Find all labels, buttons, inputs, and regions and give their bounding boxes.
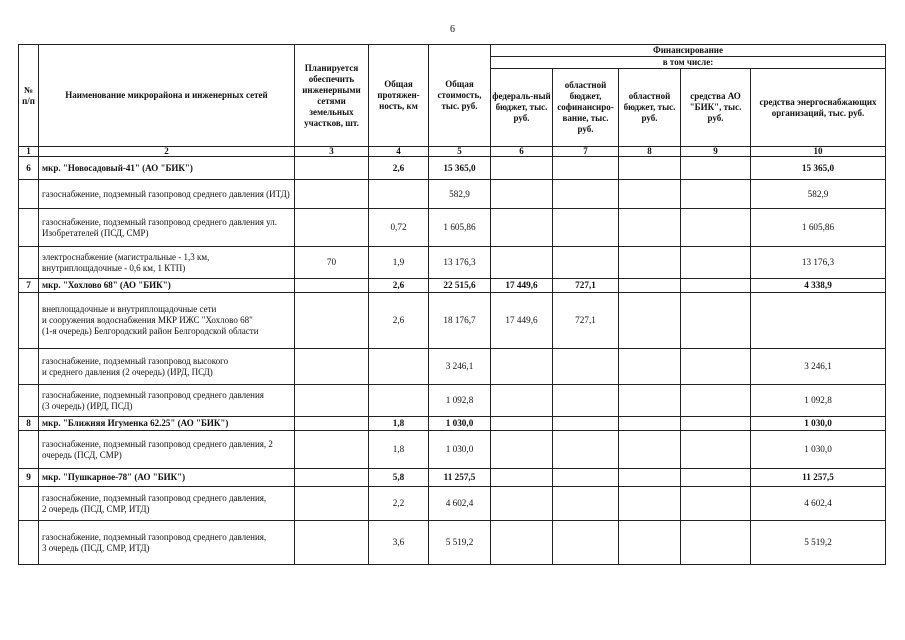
row-federal [491, 157, 553, 180]
row-number [19, 180, 39, 209]
header-financing: Финансирование [491, 45, 886, 57]
row-planned [295, 157, 369, 180]
row-federal [491, 417, 553, 431]
row-cost: 13 176,3 [429, 247, 491, 279]
row-name: мкр. "Пушкарное-78" (АО "БИК") [39, 469, 295, 487]
header-energy: средства энергоснабжающих организаций, тыс. руб. [751, 69, 886, 147]
row-bik [681, 431, 751, 469]
row-federal [491, 209, 553, 247]
district-row [19, 157, 886, 180]
row-length [369, 180, 429, 209]
row-federal [491, 521, 553, 565]
row-number [19, 487, 39, 521]
row-number [19, 521, 39, 565]
header-num: № п/п [19, 45, 39, 147]
row-federal [491, 180, 553, 209]
row-number [19, 385, 39, 417]
district-row [19, 417, 886, 431]
row-regional-cofin [553, 209, 619, 247]
row-federal [491, 487, 553, 521]
row-energy: 4 602,4 [751, 487, 886, 521]
row-name: газоснабжение, подземный газопровод среднего давления (3 очередь) (ИРД, ПСД) [39, 385, 295, 417]
district-row [19, 279, 886, 293]
row-number: 9 [19, 469, 39, 487]
row-federal: 17 449,6 [491, 293, 553, 349]
row-regional [619, 385, 681, 417]
network-row [19, 209, 886, 247]
row-cost: 18 176,7 [429, 293, 491, 349]
row-bik [681, 521, 751, 565]
network-row [19, 487, 886, 521]
header-name: Наименование микрорайона и инженерных сетей [39, 45, 295, 147]
row-energy: 5 519,2 [751, 521, 886, 565]
row-energy: 3 246,1 [751, 349, 886, 385]
header-planned: Планируется обеспечить инженерными сетями земельных участков, шт. [295, 45, 369, 147]
row-regional-cofin [553, 521, 619, 565]
header-including: в том числе: [491, 57, 886, 69]
row-regional-cofin [553, 349, 619, 385]
row-planned [295, 431, 369, 469]
row-bik [681, 157, 751, 180]
row-cost: 11 257,5 [429, 469, 491, 487]
row-number [19, 349, 39, 385]
row-regional-cofin: 727,1 [553, 279, 619, 293]
row-name: мкр. "Ближняя Игуменка 62.25" (АО "БИК") [39, 417, 295, 431]
row-bik [681, 209, 751, 247]
row-name: газоснабжение, подземный газопровод высокого и среднего давления (2 очередь) (ИРД, ПСД) [39, 349, 295, 385]
row-number: 8 [19, 417, 39, 431]
row-regional-cofin [553, 385, 619, 417]
row-planned [295, 469, 369, 487]
row-bik [681, 180, 751, 209]
row-cost: 4 602,4 [429, 487, 491, 521]
col-number: 2 [39, 147, 295, 157]
row-cost: 1 030,0 [429, 431, 491, 469]
row-cost: 3 246,1 [429, 349, 491, 385]
row-planned [295, 385, 369, 417]
row-federal: 17 449,6 [491, 279, 553, 293]
row-planned [295, 417, 369, 431]
row-cost: 1 092,8 [429, 385, 491, 417]
row-name: мкр. "Новосадовый-41" (АО "БИК") [39, 157, 295, 180]
row-bik [681, 417, 751, 431]
row-bik [681, 293, 751, 349]
row-regional [619, 521, 681, 565]
row-regional [619, 279, 681, 293]
row-energy: 4 338,9 [751, 279, 886, 293]
row-bik [681, 469, 751, 487]
district-row [19, 469, 886, 487]
row-regional [619, 209, 681, 247]
row-bik [681, 349, 751, 385]
network-row [19, 431, 886, 469]
row-regional-cofin: 727,1 [553, 293, 619, 349]
row-regional [619, 431, 681, 469]
row-planned [295, 293, 369, 349]
network-row [19, 385, 886, 417]
col-number: 4 [369, 147, 429, 157]
row-energy: 1 092,8 [751, 385, 886, 417]
row-name: внеплощадочные и внутриплощадочные сети и сооружения водоснабжения МКР ИЖС "Хохлово 68" (1-я очередь) Белгородский район Белгородской области [39, 293, 295, 349]
row-number: 6 [19, 157, 39, 180]
row-name: газоснабжение, подземный газопровод среднего давления ул. Изобретателей (ПСД, СМР) [39, 209, 295, 247]
row-cost: 15 365,0 [429, 157, 491, 180]
row-regional [619, 180, 681, 209]
col-number: 3 [295, 147, 369, 157]
row-length: 2,6 [369, 293, 429, 349]
header-length: Общая протяжен-ность, км [369, 45, 429, 147]
row-length: 3,6 [369, 521, 429, 565]
row-planned [295, 279, 369, 293]
row-regional-cofin [553, 417, 619, 431]
row-federal [491, 469, 553, 487]
row-planned [295, 349, 369, 385]
network-row [19, 293, 886, 349]
row-number [19, 293, 39, 349]
row-cost: 582,9 [429, 180, 491, 209]
row-regional [619, 293, 681, 349]
row-energy: 582,9 [751, 180, 886, 209]
row-length: 2,6 [369, 279, 429, 293]
row-regional-cofin [553, 487, 619, 521]
row-planned [295, 521, 369, 565]
row-planned: 70 [295, 247, 369, 279]
network-row [19, 247, 886, 279]
row-regional [619, 487, 681, 521]
row-cost: 1 605,86 [429, 209, 491, 247]
row-energy [751, 293, 886, 349]
row-length [369, 385, 429, 417]
row-cost: 22 515,6 [429, 279, 491, 293]
row-name: электроснабжение (магистральные - 1,3 км, внутриплощадочные - 0,6 км, 1 КТП) [39, 247, 295, 279]
header-federal: федераль-ный бюджет, тыс. руб. [491, 69, 553, 147]
row-regional [619, 417, 681, 431]
row-length: 5,8 [369, 469, 429, 487]
header-regional-cofin: областной бюджет, софинансиро-вание, тыс. руб. [553, 69, 619, 147]
row-federal [491, 385, 553, 417]
row-regional-cofin [553, 469, 619, 487]
row-energy: 1 605,86 [751, 209, 886, 247]
row-regional-cofin [553, 180, 619, 209]
row-cost: 1 030,0 [429, 417, 491, 431]
row-bik [681, 385, 751, 417]
row-energy: 15 365,0 [751, 157, 886, 180]
row-planned [295, 487, 369, 521]
col-number: 6 [491, 147, 553, 157]
row-number [19, 209, 39, 247]
network-row [19, 521, 886, 565]
col-number: 9 [681, 147, 751, 157]
col-number: 5 [429, 147, 491, 157]
page-number: 6 [450, 24, 455, 35]
header-regional: областной бюджет, тыс. руб. [619, 69, 681, 147]
row-planned [295, 209, 369, 247]
row-cost: 5 519,2 [429, 521, 491, 565]
row-name: газоснабжение, подземный газопровод среднего давления (ИТД) [39, 180, 295, 209]
row-regional [619, 349, 681, 385]
network-row [19, 349, 886, 385]
row-regional-cofin [553, 247, 619, 279]
row-length: 2,6 [369, 157, 429, 180]
row-regional-cofin [553, 431, 619, 469]
row-regional [619, 469, 681, 487]
column-number-row [19, 147, 886, 157]
row-name: газоснабжение, подземный газопровод среднего давления, 2 очередь (ПСД, СМР, ИТД) [39, 487, 295, 521]
row-length: 2,2 [369, 487, 429, 521]
financing-table [18, 44, 886, 565]
col-number: 7 [553, 147, 619, 157]
header-cost: Общая стоимость, тыс. руб. [429, 45, 491, 147]
row-number: 7 [19, 279, 39, 293]
row-bik [681, 247, 751, 279]
row-energy: 1 030,0 [751, 417, 886, 431]
row-bik [681, 279, 751, 293]
col-number: 10 [751, 147, 886, 157]
row-planned [295, 180, 369, 209]
row-regional-cofin [553, 157, 619, 180]
row-number [19, 247, 39, 279]
network-row [19, 180, 886, 209]
row-energy: 1 030,0 [751, 431, 886, 469]
row-energy: 13 176,3 [751, 247, 886, 279]
row-length: 0,72 [369, 209, 429, 247]
row-number [19, 431, 39, 469]
row-name: газоснабжение, подземный газопровод среднего давления, 3 очередь (ПСД, СМР, ИТД) [39, 521, 295, 565]
row-name: газоснабжение, подземный газопровод среднего давления, 2 очередь (ПСД, СМР) [39, 431, 295, 469]
row-length [369, 349, 429, 385]
header-bik: средства АО "БИК", тыс. руб. [681, 69, 751, 147]
row-length: 1,9 [369, 247, 429, 279]
row-federal [491, 349, 553, 385]
row-length: 1,8 [369, 417, 429, 431]
row-energy: 11 257,5 [751, 469, 886, 487]
row-regional [619, 157, 681, 180]
row-federal [491, 431, 553, 469]
row-name: мкр. "Хохлово 68" (АО "БИК") [39, 279, 295, 293]
col-number: 8 [619, 147, 681, 157]
row-regional [619, 247, 681, 279]
row-federal [491, 247, 553, 279]
row-bik [681, 487, 751, 521]
col-number: 1 [19, 147, 39, 157]
row-length: 1,8 [369, 431, 429, 469]
